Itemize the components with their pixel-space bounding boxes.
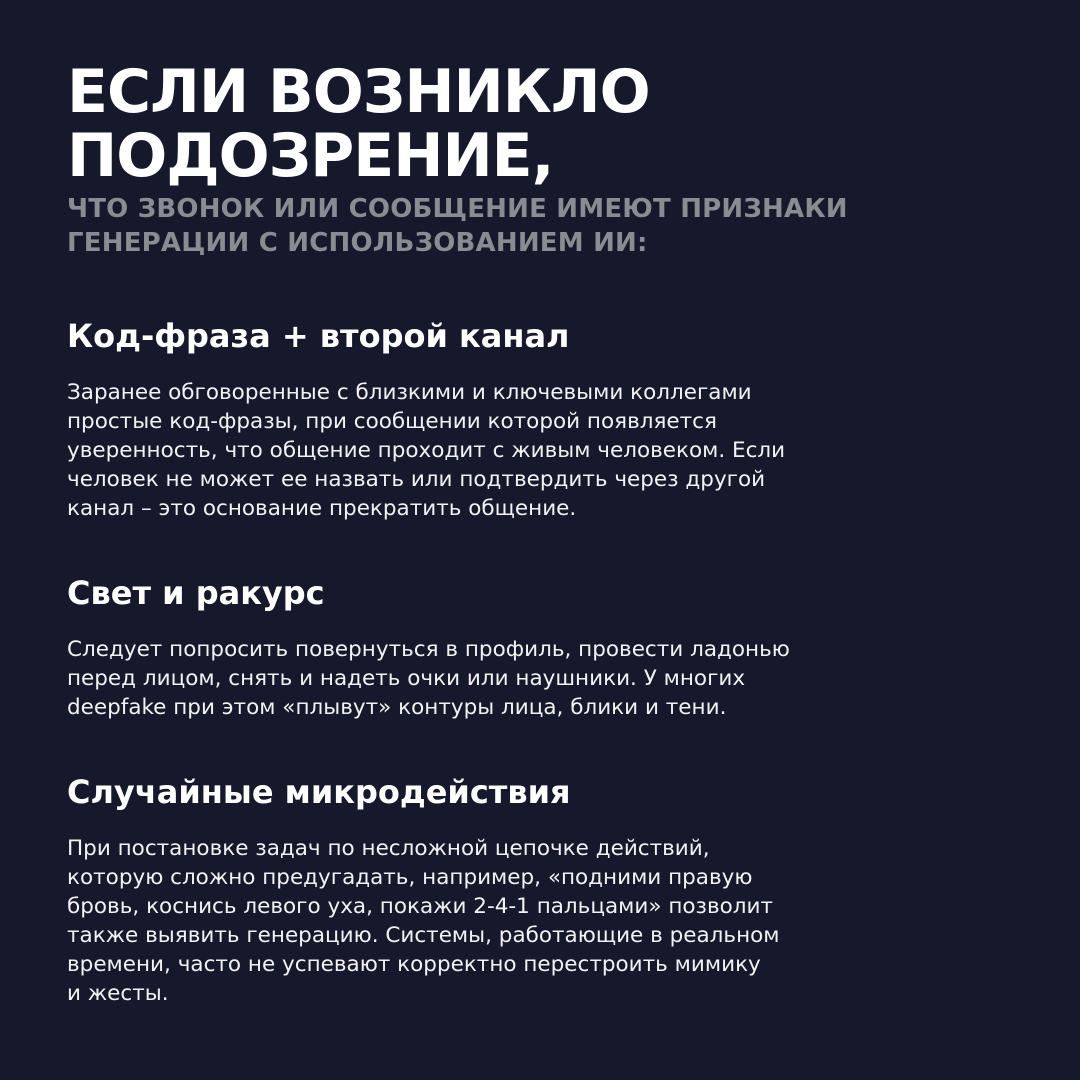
body-line: простые код-фразы, при сообщении которой появляется [67,409,717,434]
page-subtitle [67,192,1014,260]
section-heading: Свет и ракурс [67,574,325,612]
body-line: перед лицом, снять и надеть очки или наушники. У многих [67,666,746,691]
body-line: При постановке задач по несложной цепочке действий, [67,836,710,861]
page-title [67,57,1014,191]
body-line: deepfake при этом «плывут» контуры лица, блики и тени. [67,695,727,720]
section-code-phrase [67,316,1014,523]
page-subtitle-line: ЧТО ЗВОНОК ИЛИ СООБЩЕНИЕ ИМЕЮТ ПРИЗНАКИ [67,194,848,224]
section-body [67,378,1014,523]
body-line: уверенность, что общение проходит с живым человеком. Если [67,438,786,463]
page-subtitle-line: ГЕНЕРАЦИИ С ИСПОЛЬЗОВАНИЕМ ИИ: [67,228,648,258]
section-micro-actions [67,772,1014,1008]
page-title-line: ЕСЛИ ВОЗНИКЛО [67,57,650,127]
body-line: бровь, коснись левого уха, покажи 2-4-1 пальцами» позволит [67,894,774,919]
section-body [67,635,1014,722]
section-heading: Случайные микродействия [67,773,571,811]
body-line: Заранее обговоренные с близкими и ключевыми коллегами [67,380,752,405]
body-line: Следует попросить повернуться в профиль, провести ладонью [67,637,790,662]
body-line: которую сложно предугадать, например, «подними правую [67,865,753,890]
body-line: и жесты. [67,981,169,1006]
body-line: времени, часто не успевают корректно перестроить мимику [67,952,761,977]
section-body [67,834,1014,1008]
body-line: человек не может ее назвать или подтвердить через другой [67,467,766,492]
section-heading: Код-фраза + второй канал [67,317,570,355]
body-line: канал – это основание прекратить общение. [67,496,577,521]
body-line: также выявить генерацию. Системы, работающие в реальном [67,923,780,948]
page-title-line: ПОДОЗРЕНИЕ, [67,121,554,191]
section-light-angle [67,573,1014,722]
